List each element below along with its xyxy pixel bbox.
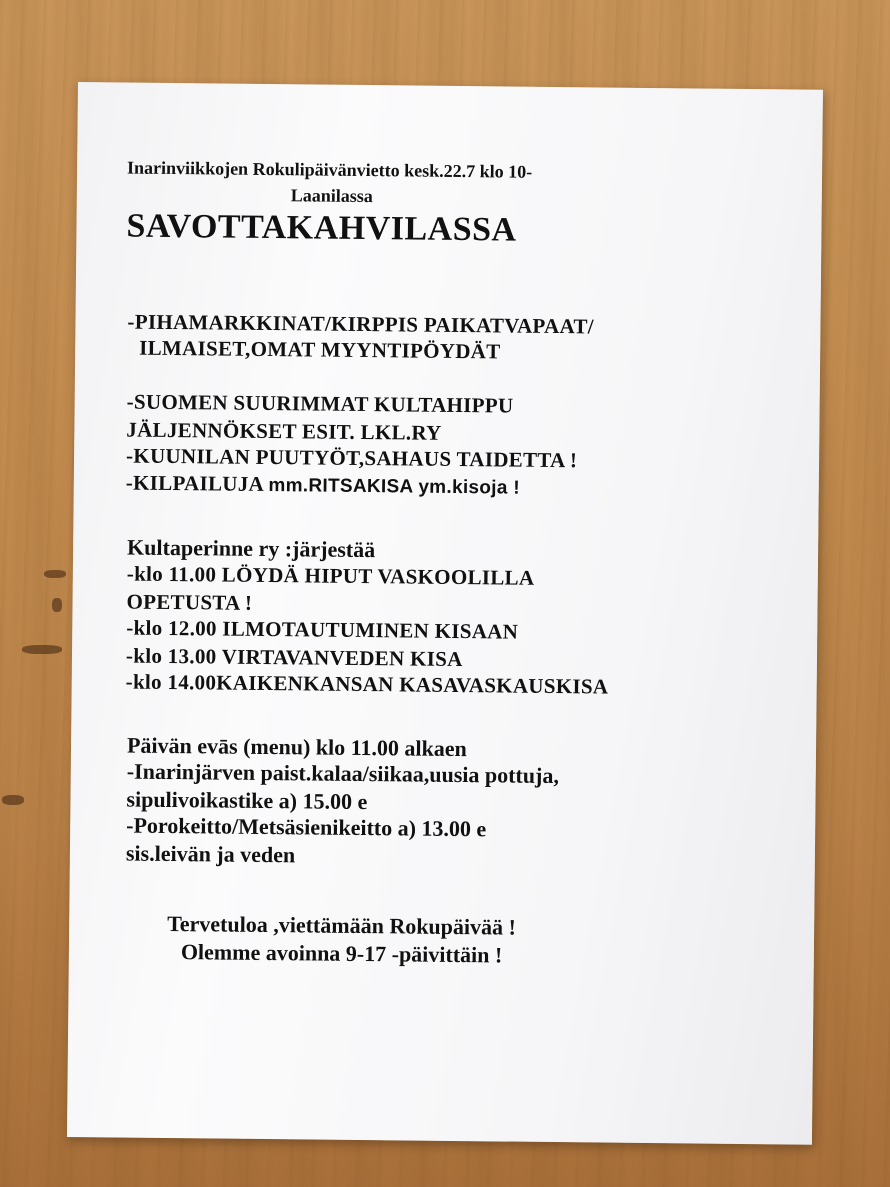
welcome-line: Tervetuloa ,viettämään Rokupäivää ! (167, 910, 517, 940)
menu-item-1-line-1: -Inarinjärven paist.kalaa/siikaa,uusia pottuja, (126, 758, 560, 789)
market-line-1: -PIHAMARKKINAT/KIRPPIS PAIKATVAPAAT/ (127, 309, 595, 339)
wood-knot (22, 645, 62, 654)
header-line-2: Laanilassa (290, 185, 373, 207)
contests-prefix: -KILPAILUJA (125, 470, 269, 497)
opening-hours-line: Olemme avoinna 9-17 -päivittäin ! (180, 939, 503, 968)
wood-knot (44, 570, 66, 578)
organizer-line: Kultaperinne ry :järjestää (127, 534, 376, 563)
program-2-line: -klo 12.00 ILMOTAUTUMINEN KISAAN (126, 615, 519, 644)
poster-text (67, 82, 823, 1145)
menu-item-2-line-2: sis.leivän ja veden (125, 840, 296, 868)
menu-title: Päivän evās (menu) klo 11.00 alkaen (126, 732, 467, 762)
wood-knot (2, 795, 24, 805)
contests-line (126, 470, 520, 502)
contests-mm: mm. (268, 475, 309, 497)
poster-paper (67, 82, 823, 1145)
header-line-1: Inarinviikkojen Rokulipäivänvietto kesk.22.7 klo 10- (127, 157, 533, 182)
contests-suffix: ym.kisoja ! (418, 476, 520, 499)
program-1-line-2: OPETUSTA ! (126, 589, 253, 615)
program-1-line-1: -klo 11.00 LÖYDÄ HIPUT VASKOOLILLA (126, 561, 535, 590)
woodwork-line: -KUUNILAN PUUTYÖT,SAHAUS TAIDETTA ! (125, 443, 578, 473)
program-4-line: -klo 14.00KAIKENKANSAN KASAVASKAUSKISA (125, 669, 609, 699)
market-line-2: ILMAISET,OMAT MYYNTIPÖYDÄT (139, 335, 501, 364)
menu-item-2-line-1: -Porokeitto/Metsäsienikeitto a) 13.00 e (126, 812, 487, 842)
contests-main: RITSAKISA (308, 475, 419, 498)
wood-knot (52, 598, 62, 612)
program-3-line: -klo 13.00 VIRTAVANVEDEN KISA (125, 643, 463, 672)
menu-item-1-line-2: sipulivoikastike a) 15.00 e (126, 786, 368, 815)
page-title: SAVOTTAKAHVILASSA (126, 207, 517, 249)
nugget-line-2: JÄLJENNÖKSET ESIT. LKL.RY (126, 417, 442, 445)
nugget-line-1: -SUOMEN SUURIMMAT KULTAHIPPU (126, 389, 514, 418)
